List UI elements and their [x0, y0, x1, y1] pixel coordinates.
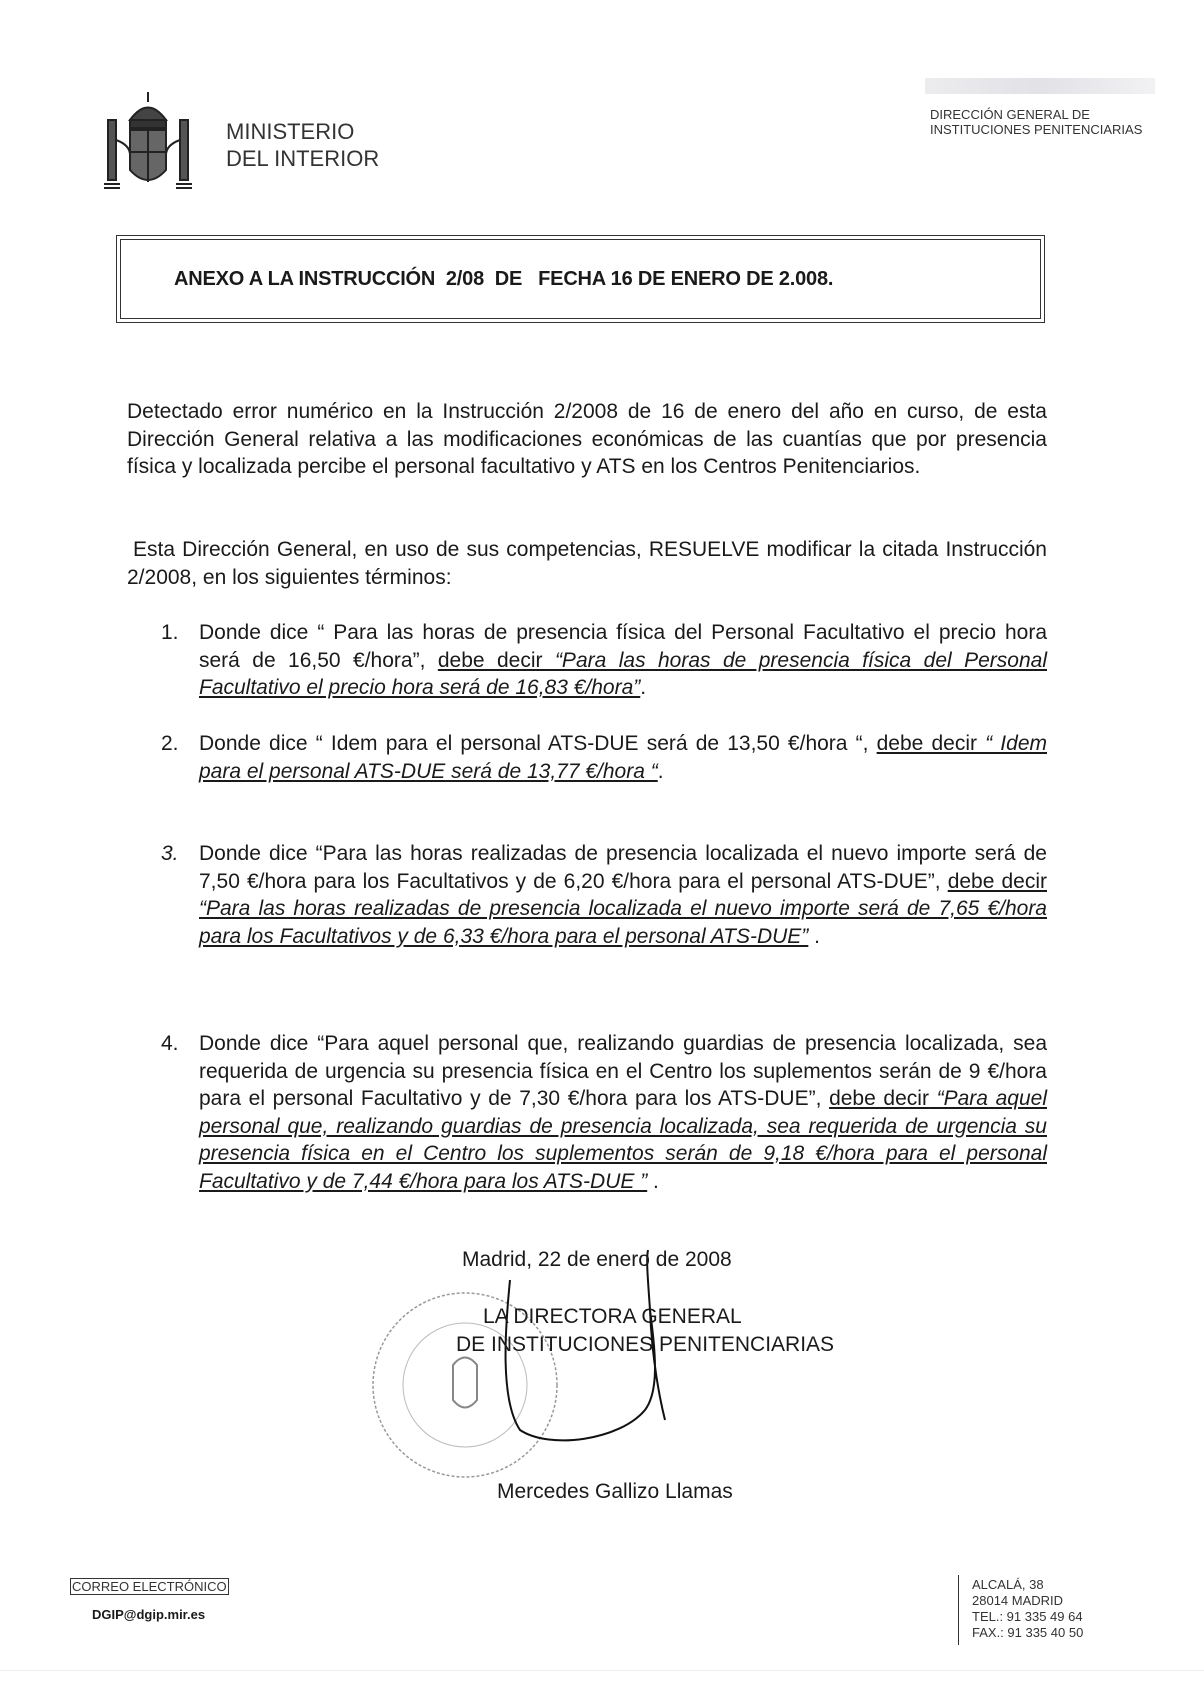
- footer-address: [972, 1577, 1083, 1641]
- item-debe-decir: debe decir: [876, 732, 977, 755]
- item-debe-decir: debe decir: [829, 1087, 929, 1110]
- item-number: 2.: [161, 732, 179, 755]
- address-line: ALCALÁ, 38: [972, 1577, 1044, 1592]
- item-end: .: [640, 676, 647, 699]
- scan-smudge: [925, 78, 1155, 94]
- item-original: Donde dice “ Para las horas de presencia física del Personal Facultativo el precio hora será de 16,50 €/hora”,: [199, 621, 1047, 672]
- item-number: 3.: [161, 842, 179, 865]
- item-end: .: [647, 1169, 659, 1193]
- list-item: [161, 619, 1047, 702]
- place-date: Madrid, 22 de enero de 2008: [462, 1248, 732, 1271]
- item-correction: “Para las horas de presencia física del Personal Facultativo el precio hora será de 16,83 €/hora”: [199, 648, 1047, 699]
- page-edge: [0, 1670, 1204, 1671]
- direction-name: [930, 107, 1142, 137]
- item-number: 4.: [161, 1032, 179, 1055]
- signer-name: Mercedes Gallizo Llamas: [497, 1480, 733, 1503]
- item-correction: “Para aquel personal que, realizando guardias de presencia localizada, sea requerida de urgencia su presencia física en el Centro los suplementos serán de 9,18 €/hora para el personal Facultativo y de 7,44 €/hora para los ATS-DUE ”: [199, 1087, 1047, 1193]
- ministry-line2: DEL INTERIOR: [226, 146, 380, 171]
- email-label: CORREO ELECTRÓNICO: [72, 1579, 227, 1594]
- email-link[interactable]: DGIP@dgip.mir.es: [92, 1607, 206, 1622]
- signer-title: [456, 1303, 835, 1359]
- item-original: Donde dice “ Idem para el personal ATS-DUE será de 13,50 €/hora “,: [199, 732, 877, 755]
- address-phone: TEL.: 91 335 49 64: [972, 1609, 1083, 1624]
- item-correction: “Para las horas realizadas de presencia localizada el nuevo importe será de 7,65 €/hora para los Facultativos y de 6,33 €/hora para el personal ATS-DUE”: [199, 897, 1047, 948]
- list-item: [161, 840, 1047, 950]
- item-original: Donde dice “Para las horas realizadas de presencia localizada el nuevo importe será de 7,50 €/hora para los Facultativos y de 6,20 €/hora para el personal ATS-DUE”,: [199, 842, 1047, 893]
- document-title: ANEXO A LA INSTRUCCIÓN 2/08 DE FECHA 16 DE ENERO DE 2.008.: [174, 268, 834, 290]
- direction-line1: DIRECCIÓN GENERAL DE: [930, 107, 1090, 122]
- ministry-name: [226, 118, 379, 172]
- item-debe-decir: debe decir: [437, 648, 543, 672]
- item-end: .: [657, 759, 664, 783]
- signer-line2: DE INSTITUCIONES PENITENCIARIAS: [456, 1333, 835, 1356]
- signer-line1: LA DIRECTORA GENERAL: [483, 1305, 742, 1328]
- item-number: 1.: [161, 621, 179, 644]
- coat-of-arms-logo: [100, 90, 196, 196]
- direction-line2: INSTITUCIONES PENITENCIARIAS: [930, 122, 1143, 137]
- handwritten-signature: [470, 1250, 730, 1470]
- ministry-line1: MINISTERIO: [226, 119, 355, 144]
- item-correction: “ Idem para el personal ATS-DUE será de 13,77 €/hora “: [199, 732, 1047, 783]
- list-item: [161, 1030, 1047, 1195]
- paragraph-resolve: Esta Dirección General, en uso de sus competencias, RESUELVE modificar la citada Instrucción 2/2008, en los siguientes términos:: [127, 538, 1047, 589]
- address-fax: FAX.: 91 335 40 50: [972, 1625, 1084, 1640]
- item-end: .: [808, 924, 820, 948]
- footer-divider: [958, 1575, 959, 1645]
- item-original: Donde dice “Para aquel personal que, realizando guardias de presencia localizada, sea requerida de urgencia su presencia física en el Centro los suplementos serán de 9 €/hora para el personal Facultativo y de 7,30 €/hora para los ATS-DUE”,: [199, 1032, 1047, 1110]
- paragraph-intro: Detectado error numérico en la Instrucción 2/2008 de 16 de enero del año en curso, de esta Dirección General relativa a las modificaciones económicas de las cuantías que por presencia física y localizada percibe el personal facultativo y ATS en los Centros Penitenciarios.: [127, 400, 1047, 478]
- list-item: [161, 730, 1047, 785]
- item-debe-decir: debe decir: [947, 869, 1047, 893]
- address-line: 28014 MADRID: [972, 1593, 1064, 1608]
